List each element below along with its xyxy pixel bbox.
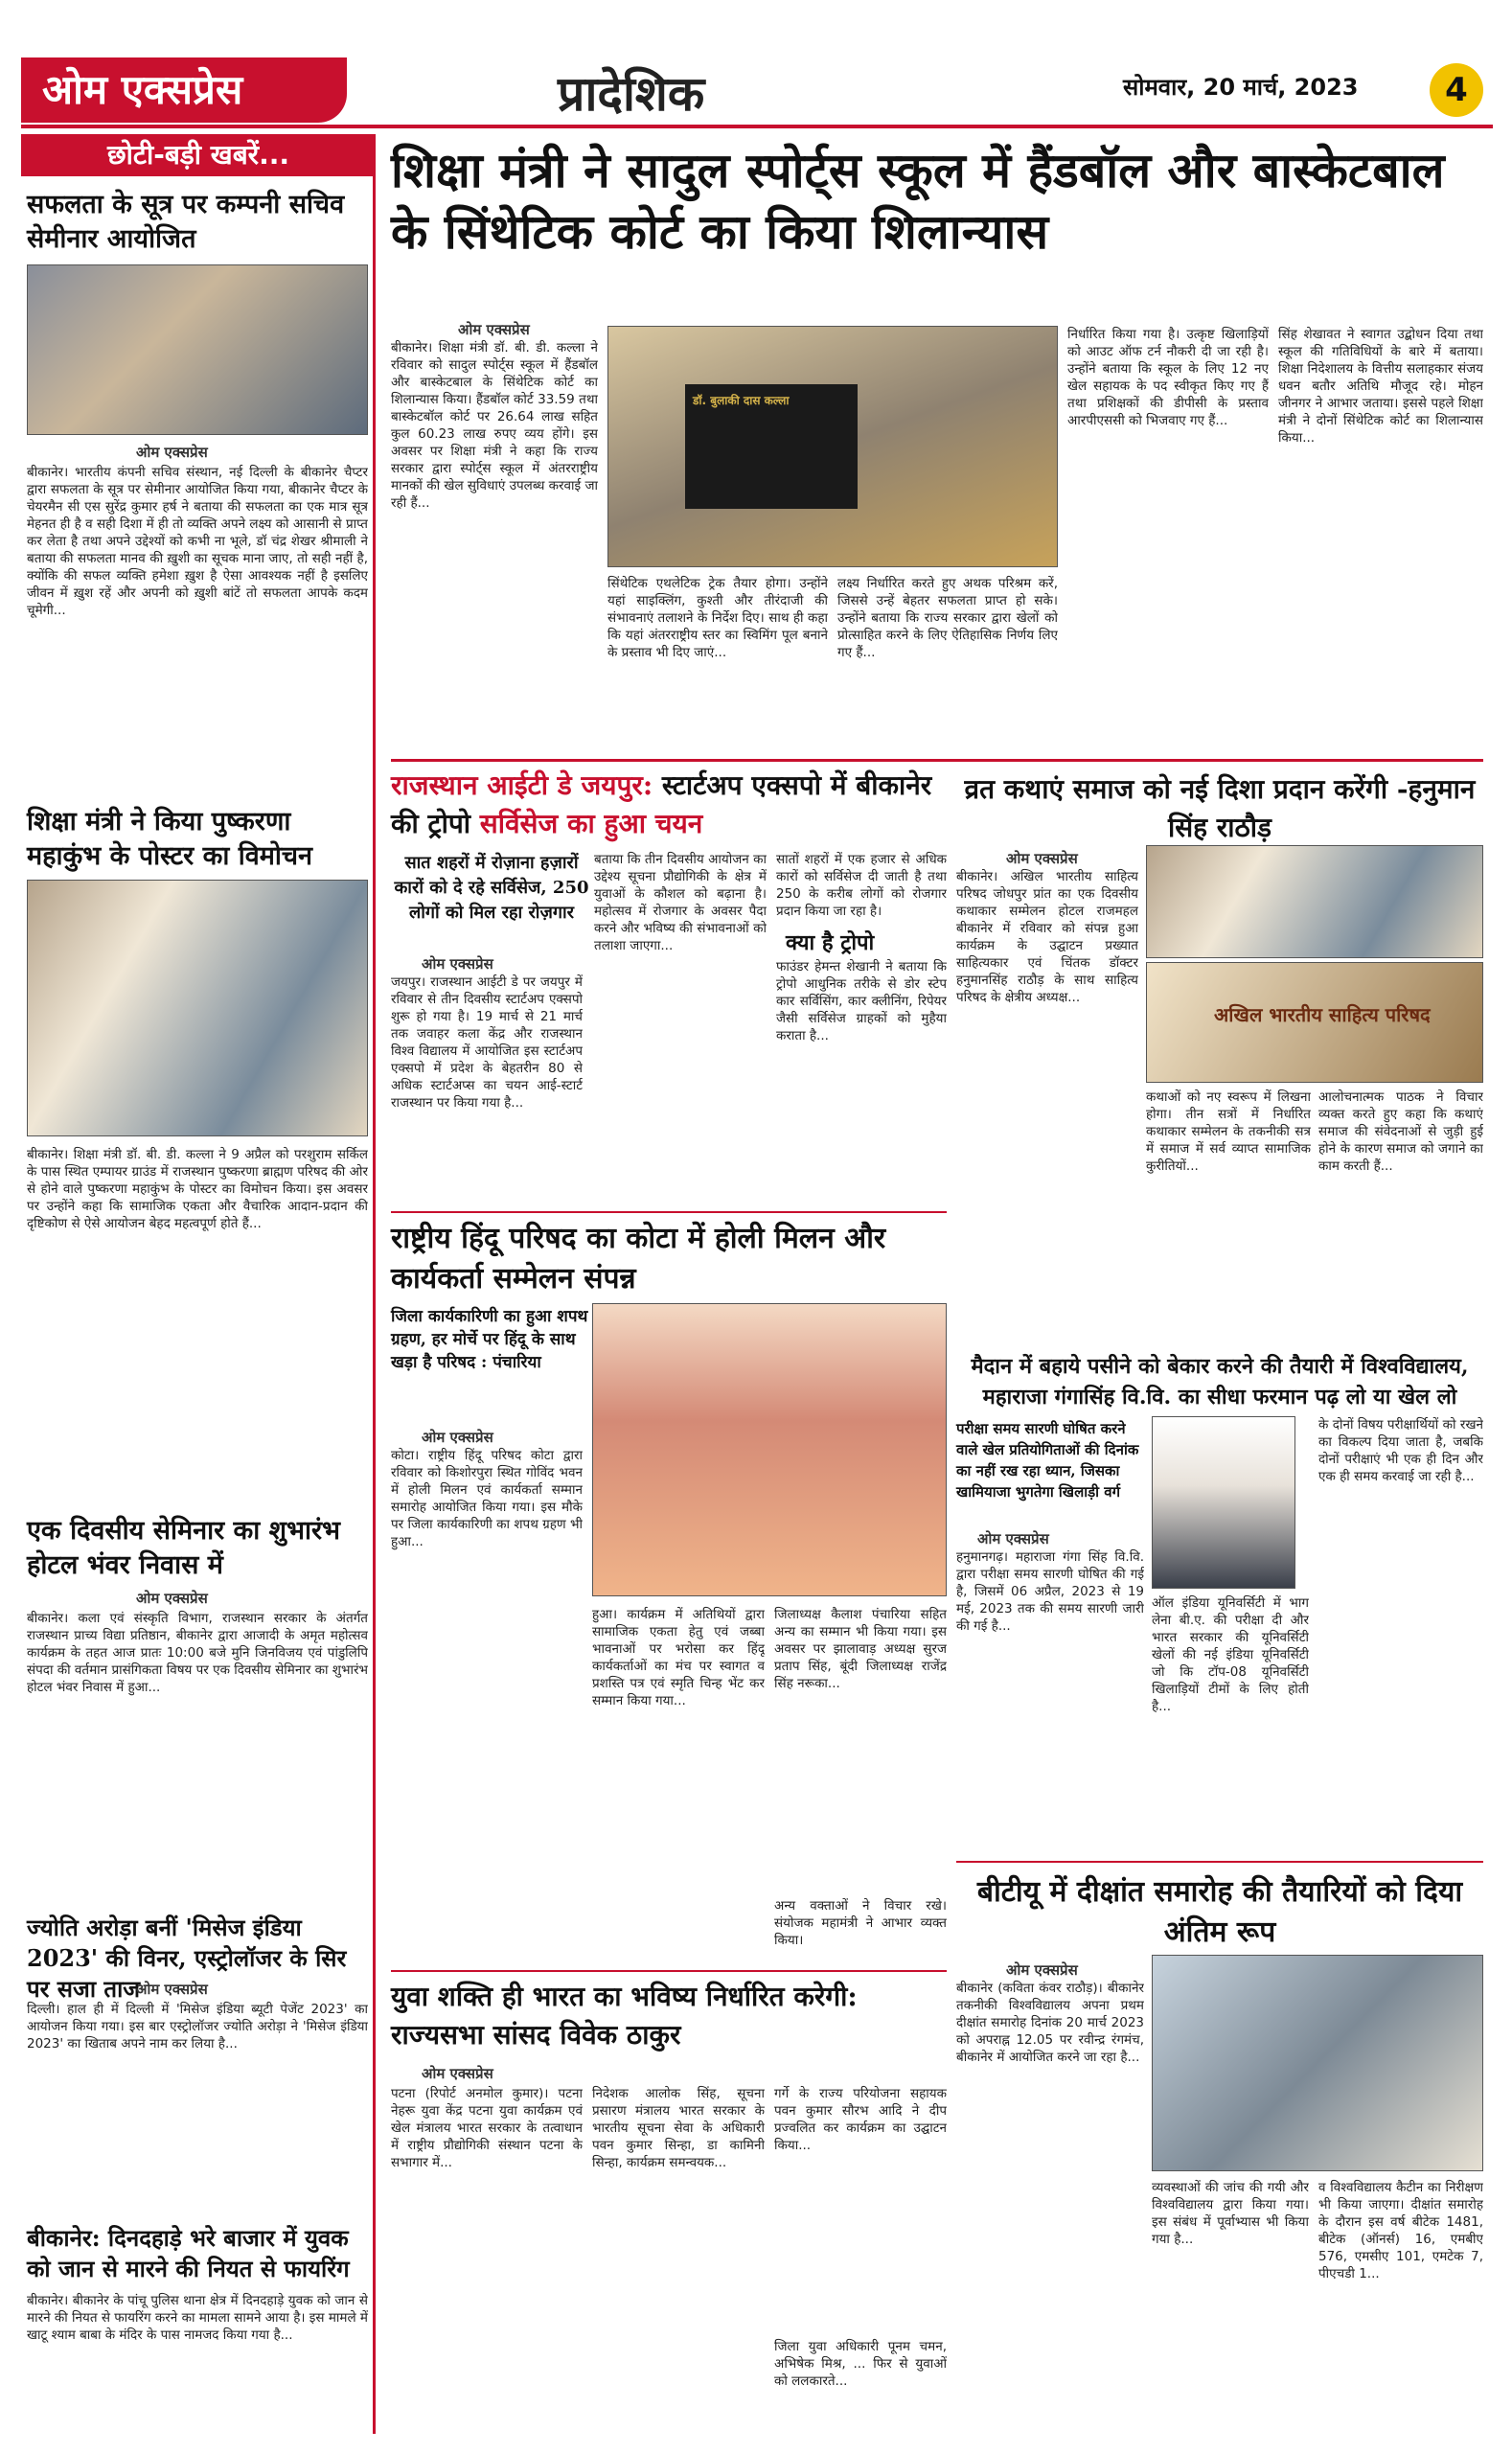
holi-col2: हुआ। कार्यक्रम में अतिथियों द्वारा सामाजिक एकता हेतु एवं जब्बा भावनाओं पर भरोसा कर हिंदू कार्यकर्ताओं का मंच पर स्वागत व प्रशस्ति पत्र एवं स्मृति चिन्ह भेंट कर सम्मान किया गया... (592, 1607, 765, 1708)
expo-headline-red: राजस्थान आईटी डे जयपुर: (391, 769, 653, 801)
sidebar (21, 134, 376, 2434)
rule-holi (391, 1970, 947, 1972)
s1-headline: सफलता के सूत्र पर कम्पनी सचिव सेमीनार आयोजित (27, 190, 345, 254)
lead-col2: सिंथेटिक एथलेटिक ट्रेक तैयार होगा। उन्होंने यहां साइक्लिंग, कुश्ती और तीरंदाजी की संभावनाएं तलाशने के निर्देश दिए। साथ ही कहा कि यहां अंतरराष्ट्रीय स्तर का स्विमिंग पूल बनाने के प्रस्ताव भी दिए जाएं... (607, 576, 828, 660)
youth-col1: पटना (रिपोर्ट अनमोल कुमार)। पटना नेहरू युवा केंद्र पटना युवा कार्यक्रम एवं खेल मंत्रालय भारत सरकार के तत्वाधान में राष्ट्रीय प्रौद्योगिकी संस्थान पटना के सभागार में... (391, 2086, 583, 2170)
maidan-col3: के दोनों विषय परीक्षार्थियों को रखने का विकल्प दिया जाता है, जबकि दोनों परीक्षाएं भी एक ही दिन और एक ही समय करवाई जा रही है... (1318, 1417, 1483, 1484)
masthead (21, 57, 1493, 123)
youth-col3: गर्गे के राज्य परियोजना सहायक पवन कुमार सौरभ आदि ने दीप प्रज्वलित कर कार्यक्रम का उद्घाटन किया... (774, 2086, 947, 2153)
expo-col3: सातों शहरों में एक हजार से अधिक कारों को सर्विसेज दी जाती है तथा 250 के करीब लोगों को रोजगार प्रदान किया जा रहा है। (776, 852, 947, 919)
vrat-headline: व्रत कथाएं समाज को नई दिशा प्रदान करेंगी -हनुमान सिंह राठौड़ (964, 773, 1476, 843)
expo-byline: ओम एक्सप्रेस (422, 955, 493, 973)
btu-byline: ओम एक्सप्रेस (1006, 1961, 1078, 1979)
lead-col1: बीकानेर। शिक्षा मंत्री डॉ. बी. डी. कल्ला ने रविवार को सादुल स्पोर्ट्स स्कूल में हैंडबॉल और बास्केटबाल के सिंथेटिक कोर्ट का शिलान्यास किया। हैंडबॉल कोर्ट 33.59 तथा बास्केटबॉल कोर्ट पर 26.64 लाख सहित कुल 60.23 लाख रुपए व्यय होंगे। इस अवसर पर शिक्षा मंत्री ने कहा कि राज्य सरकार द्वारा स्पोर्ट्स स्कूल में अंतरराष्ट्रीय मानकों की खेल सुविधाएं उपलब्ध करवाई जा रही हैं... (391, 340, 598, 511)
vrat-col3: आलोचनात्मक पाठक ने विचार व्यक्त करते हुए कहा कि कथाएं समाज की संवेदनाओं से जुड़ी हुई होने के कारण समाज को जगाने का काम करती हैं... (1318, 1089, 1483, 1174)
maidan-pull: परीक्षा समय सारणी घोषित करने वाले खेल प्रतियोगिताओं की दिनांक का नहीं रख रहा ध्यान, जिसका खामियाजा भुगतेगा खिलाड़ी वर्ग (956, 1420, 1139, 1501)
s1-photo (27, 264, 368, 435)
lead-byline: ओम एक्सप्रेस (458, 321, 530, 338)
expo-col3b: फाउंडर हेमन्त शेखानी ने बताया कि ट्रोपो आधुनिक तरीके से डोर स्टेप कार सर्विसिंग, कार क्लीनिंग, रिपेयर जैसी सर्विसेज ग्राहकों को मुहैया कराता है... (776, 959, 947, 1043)
lead-col5: सिंह शेखावत ने स्वागत उद्बोधन दिया तथा स्कूल की गतिविधियों के बारे में बताया। शिक्षा निदेशालय के वित्तीय सलाहकार संजय धवन बतौर अतिथि मौजूद रहे। मोहन जीनगर ने आभार जताया। इससे पहले शिक्षा मंत्री ने दोनों सिंथेटिक कोर्ट का शिलान्यास किया... (1278, 327, 1483, 446)
expo-headline (391, 767, 947, 843)
s4-headline: ज्योति अरोड़ा बनीं 'मिसेज इंडिया 2023' की विनर, एस्ट्रोलॉजर के सिर पर सजा ताज (27, 1914, 347, 2003)
s5-headline: बीकानेर: दिनदहाड़े भरे बाजार में युवक को जान से मारने की नियत से फायरिंग (27, 2224, 350, 2282)
s3-body: बीकानेर। कला एवं संस्कृति विभाग, राजस्थान सरकार के अंतर्गत राजस्थान प्राच्य विद्या प्रतिष्ठान, बीकानेर द्वारा आजादी के अमृत महोत्सव कार्यक्रम के तहत आज प्रातः 10:00 बजे मुनि जिनविजय एवं पांडुलिपि संपदा की वर्तमान प्रासंगिकता विषय पर एक दिवसीय सेमिनार का शुभारंभ होटल भंवर निवास में हुआ... (27, 1611, 368, 1695)
youth-col4: जिला युवा अधिकारी पूनम चमन, अभिषेक मिश्र, ... फिर से युवाओं को ललकारते... (774, 2339, 947, 2389)
maidan-portrait (1152, 1416, 1295, 1589)
vrat-photo2 (1146, 962, 1483, 1083)
youth-col2: निदेशक आलोक सिंह, सूचना प्रसारण मंत्रालय भारत सरकार के भारतीय सूचना सेवा के अधिकारी पवन कुमार सिन्हा, डा कामिनी सिन्हा, कार्यक्रम समन्वयक... (592, 2086, 765, 2170)
youth-byline: ओम एक्सप्रेस (422, 2065, 493, 2082)
btu-col2: व्यवस्थाओं की जांच की गयी और विश्वविद्यालय द्वारा किया गया। इस संबंध में पूर्वाभ्यास भी किया गया है... (1152, 2180, 1309, 2247)
expo-col1: जयपुर। राजस्थान आईटी डे पर जयपुर में रविवार से तीन दिवसीय स्टार्टअप एक्सपो शुरू हो गया है। 19 मार्च से 21 मार्च तक जवाहर कला केंद्र और राजस्थान विश्व विद्यालय में आयोजित इस स्टार्टअप एक्सपो में प्रदेश के बेहतरीन 80 से अधिक स्टार्टअप्स का चयन आई-स्टार्ट राजस्थान पर किया गया है... (391, 974, 583, 1111)
holi-col4: अन्य वक्ताओं ने विचार रखे। संयोजक महामंत्री ने आभार व्यक्त किया। (774, 1898, 947, 1948)
vrat-photo1 (1146, 845, 1483, 958)
expo-col2: बताया कि तीन दिवसीय आयोजन का उद्देश्य सूचना प्रौद्योगिकी के क्षेत्र में युवाओं के कौशल को बढ़ाना है। महोत्सव में रोजगार के अवसर पैदा करने और भविष्य की संभावनाओं को तलाशा जाएगा... (594, 852, 767, 953)
btu-photo (1152, 1955, 1483, 2171)
rule-lead (391, 759, 1483, 762)
sidebar-header: छोटी-बड़ी खबरें... (21, 134, 376, 176)
vrat-col1: बीकानेर। अखिल भारतीय साहित्य परिषद जोधपुर प्रांत का एक दिवसीय कथाकार सम्मेलन होटल राजमहल बीकानेर में रविवार को संपन्न हुआ कार्यक्रम के उद्घाटन प्रख्यात साहित्यकार एवं चिंतक डॉक्टर हनुमानसिंह राठौड़ के साथ साहित्य परिषद के क्षेत्रीय अध्यक्ष... (956, 869, 1138, 1005)
expo-pull: सात शहरों में रोज़ाना हज़ारों कारों को दे रहे सर्विसेज, 250 लोगों को मिल रहा रोज़गार (394, 853, 589, 923)
lead-photo (607, 326, 1058, 567)
vrat-byline: ओम एक्सप्रेस (1006, 850, 1078, 867)
s4-byline: ओम एक्सप्रेस (136, 1981, 208, 1998)
lead-headline: शिक्षा मंत्री ने सादुल स्पोर्ट्स स्कूल में हैंडबॉल और बास्केटबाल के सिंथेटिक कोर्ट का किया शिलान्यास (391, 142, 1445, 260)
expo-subhead: क्या है ट्रोपो (786, 930, 875, 955)
date-line: सोमवार, 20 मार्च, 2023 (1123, 74, 1359, 101)
expo-headline-red2: सर्विसेज का हुआ चयन (479, 808, 703, 839)
holi-pull: जिला कार्यकारिणी का हुआ शपथ ग्रहण, हर मोर्चे पर हिंदू के साथ खड़ा है परिषद : पंचारिया (391, 1307, 588, 1372)
maidan-headline: मैदान में बहाये पसीने को बेकार करने की तैयारी में विश्वविद्यालय, महाराजा गंगासिंह वि.वि. का सीधा फरमान पढ़ लो या खेल लो (971, 1354, 1469, 1410)
s4-body: दिल्ली। हाल ही में दिल्ली में 'मिसेज इंडिया ब्यूटी पेजेंट 2023' का आयोजन किया गया। इस बार एस्ट्रोलॉजर ज्योति अरोड़ा ने 'मिसेज इंडिया 2023' का खिताब अपने नाम कर लिया है... (27, 2002, 368, 2052)
btu-col3: व विश्वविद्यालय कैटीन का निरीक्षण भी किया जाएगा। दीक्षांत समारोह के दौरान इस वर्ष बीटेक 1481, बीटेक (ऑनर्स) 16, एमबीए 576, एमसीए 101, एमटेक 7, पीएचडी 1... (1318, 2180, 1483, 2281)
section-title: प्रादेशिक (558, 65, 705, 122)
lead-col4: निर्धारित किया गया है। उत्कृष्ट खिलाड़ियों को आउट ऑफ टर्न नौकरी दी जा रही है। उन्होंने बताया कि स्कूल के लिए 12 नए खेल सहायक के पद स्वीकृत किए गए हैं तथा प्रशिक्षकों की डीपीसी के प्रस्ताव आरपीएससी को भिजवाए गए हैं... (1067, 327, 1269, 428)
rule-maidan (956, 1861, 1483, 1863)
holi-col1: कोटा। राष्ट्रीय हिंदू परिषद कोटा द्वारा रविवार को किशोरपुरा स्थित गोविंद भवन में होली मिलन एवं कार्यकर्ता सम्मान समारोह आयोजित किया गया। इस मौके पर जिला कार्यकारिणी का शपथ ग्रहण भी हुआ... (391, 1448, 583, 1549)
holi-byline: ओम एक्सप्रेस (422, 1429, 493, 1446)
vrat-col2: कथाओं को नए स्वरूप में लिखना होगा। तीन सत्रों में निर्धारित कथाकार सम्मेलन के तकनीकी सत्र में समाज में सर्व व्याप्त सामाजिक कुरीतियों... (1146, 1089, 1311, 1174)
s3-headline: एक दिवसीय सेमिनार का शुभारंभ होटल भंवर निवास में (27, 1516, 341, 1580)
holi-headline: राष्ट्रीय हिंदू परिषद का कोटा में होली मिलन और कार्यकर्ता सम्मेलन संपन्न (391, 1222, 886, 1295)
masthead-divider (21, 125, 1493, 128)
expo-headline-black: स्टार्टअप एक्सपो में बीकानेर की ट्रोपो (391, 769, 932, 839)
newspaper-brand: ओम एक्सप्रेस (21, 57, 347, 123)
btu-headline: बीटीयू में दीक्षांत समारोह की तैयारियों को दिया अंतिम रूप (976, 1875, 1463, 1949)
s2-body: बीकानेर। शिक्षा मंत्री डॉ. बी. डी. कल्ला ने 9 अप्रैल को परशुराम सर्किल के पास स्थित एम्पायर ग्राउंड में राजस्थान पुष्करणा ब्राह्मण परिषद की ओर से होने वाले पुष्करणा महाकुंभ के पोस्टर का विमोचन किया। इस अवसर पर उन्होंने कहा कि सामाजिक एकता और वैचारिक आदान-प्रदान की दृष्टिकोण से ऐसे आयोजन बेहद महत्वपूर्ण होते हैं... (27, 1147, 368, 1231)
s2-photo (27, 880, 368, 1136)
page-number: 4 (1430, 63, 1483, 117)
s2-headline: शिक्षा मंत्री ने किया पुष्करणा महाकुंभ के पोस्टर का विमोचन (27, 807, 313, 871)
holi-photo (592, 1303, 947, 1596)
vrat-banner-text: अखिल भारतीय साहित्य परिषद (1214, 1003, 1431, 1026)
maidan-col2: ऑल इंडिया यूनिवर्सिटी में भाग लेना बी.ए. की परीक्षा दी और भारत सरकार की यूनिवर्सिटी खेलों की नई इंडिया यूनिवर्सिटी जो कि टॉप-08 यूनिवर्सिटी खिलाड़ियों टीमों के लिए होती है... (1152, 1595, 1309, 1714)
rule-expo (391, 1211, 947, 1213)
s5-body: बीकानेर। बीकानेर के पांचू पुलिस थाना क्षेत्र में दिनदहाड़े युवक को जान से मारने की नियत से फायरिंग करने का मामला सामने आया है। इस मामले में खाटू श्याम बाबा के मंदिर के पास नामजद किया गया है... (27, 2293, 368, 2343)
youth-headline: युवा शक्ति ही भारत का भविष्य निर्धारित करेगी: राज्यसभा सांसद विवेक ठाकुर (391, 1981, 858, 2051)
maidan-byline: ओम एक्सप्रेस (977, 1530, 1049, 1547)
maidan-col1: हनुमानगढ़। महाराजा गंगा सिंह वि.वि. द्वारा परीक्षा समय सारणी घोषित की गई है, जिसमें 06 अप्रैल, 2023 से 19 मई, 2023 तक की समय सारणी जारी की गई है... (956, 1549, 1144, 1634)
foundation-plaque: डॉ. बुलाकी दास कल्ला (685, 384, 858, 509)
s3-byline: ओम एक्सप्रेस (136, 1590, 208, 1607)
lead-col3: लक्ष्य निर्धारित करते हुए अथक परिश्रम करें, जिससे उन्हें बेहतर सफलता प्राप्त हो सके। उन्होंने बताया कि राज्य सरकार द्वारा खेलों को प्रोत्साहित करने के लिए ऐतिहासिक निर्णय लिए गए हैं... (837, 576, 1058, 660)
s1-byline: ओम एक्सप्रेस (136, 444, 208, 461)
btu-col1: बीकानेर (कविता कंवर राठौड़)। बीकानेर तकनीकी विश्वविद्यालय अपना प्रथम दीक्षांत समारोह दिनांक 20 मार्च 2023 को अपराह्न 12.05 पर रवीन्द्र रंगमंच, बीकानेर में आयोजित करने जा रहा है... (956, 1981, 1144, 2065)
s1-body: बीकानेर। भारतीय कंपनी सचिव संस्थान, नई दिल्ली के बीकानेर चैप्टर द्वारा सफलता के सूत्र पर सेमीनार आयोजित किया गया, बीकानेर चैप्टर के चेयरमैन सी एस सुरेंद्र कुमार हर्ष ने बताया की सफलता का एक मात्र सूत्र मेहनत ही है व सही दिशा में ही तो व्यक्ति अपने लक्ष्य को आसानी से प्राप्त कर लेता है तथा अपने उद्देश्यों को कभी ना भूले, डॉ चंद्र शेखर श्रीमाली ने बताया की सफलता मानव की ख़ुशी का सूचक माना जाए, तो सही नहीं है, क्योंकि की सफल व्यक्ति हमेशा ख़ुश है ऐसा आवश्यक नहीं है इसलिए जीवन में ख़ुश रहें और अपनी को ख़ुशी बांटें तो सफलता आपके कदम चूमेगी... (27, 465, 368, 618)
holi-col3: जिलाध्यक्ष कैलाश पंचारिया सहित अन्य का सम्मान भी किया गया। इस अवसर पर झालावाड़ अध्यक्ष सुरज प्रताप सिंह, बूंदी जिलाध्यक्ष राजेंद्र सिंह नरूका... (774, 1607, 947, 1691)
